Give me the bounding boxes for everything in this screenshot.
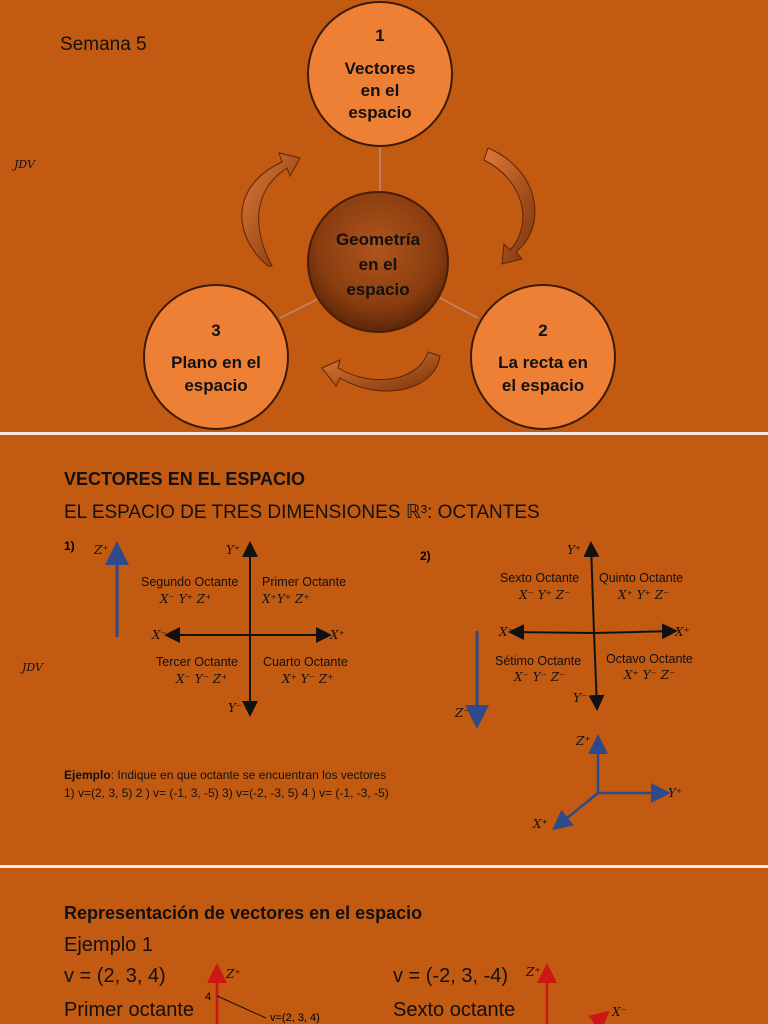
- octant-signs: X⁺ Y⁻ Z⁻: [624, 668, 676, 682]
- topic-line: espacio: [184, 376, 248, 395]
- octant-signs: X⁺Y⁺ Z⁺: [262, 592, 310, 606]
- x-axis-negative: [512, 632, 594, 633]
- center-line: espacio: [346, 280, 410, 299]
- z-label-right: Z⁺: [526, 965, 541, 979]
- octant-signs: X⁺ Y⁺ Z⁻: [618, 588, 670, 602]
- octant-left: Primer octante: [64, 999, 195, 1021]
- octant-signs: X⁺ Y⁻ Z⁺: [282, 672, 334, 686]
- octant-name: Octavo Octante: [606, 652, 693, 666]
- octant-name: Sétimo Octante: [495, 654, 582, 668]
- slide-title: Representación de vectores en el espacio: [64, 903, 423, 923]
- axis3d-x: [556, 793, 598, 827]
- slide-title: VECTORES EN EL ESPACIO: [64, 469, 306, 489]
- slide-vector-representation: [0, 868, 768, 1024]
- topic-line: Plano en el: [171, 353, 261, 372]
- octant-signs: X⁻ Y⁻ Z⁺: [176, 672, 228, 686]
- x-neg-label: X⁻: [499, 625, 514, 639]
- tick-label: 4: [205, 991, 212, 1003]
- topic-number: 2: [538, 321, 548, 340]
- x-pos-label: X⁺: [675, 625, 690, 639]
- signature: JDV: [22, 661, 43, 674]
- x-pos-label: X⁺: [330, 628, 345, 642]
- example-text: : Indique en que octante se encuentran los vectores: [110, 768, 387, 782]
- y-neg-label: Y⁻: [573, 691, 588, 705]
- octant-name: Quinto Octante: [599, 571, 684, 585]
- z-axis-label: Z⁻: [455, 706, 470, 720]
- slide-octants: [0, 435, 768, 865]
- z-axis-label: Z⁺: [94, 543, 109, 557]
- z-label-left: Z⁺: [226, 967, 241, 981]
- center-line: Geometría: [335, 230, 421, 249]
- axis3d-z-label: Z⁺: [576, 734, 591, 748]
- center-line: en el: [358, 255, 398, 274]
- diagram-label: 2): [420, 549, 431, 563]
- octant-name: Cuarto Octante: [263, 655, 348, 669]
- x-label-right: X⁻: [612, 1005, 627, 1019]
- y-axis-positive: [591, 545, 594, 633]
- topic-line: espacio: [348, 103, 412, 122]
- vector-annotation: v=(2, 3, 4): [270, 1012, 320, 1024]
- topic-number: 3: [211, 321, 221, 340]
- y-neg-label: Y⁻: [228, 701, 243, 715]
- x-neg-label: X⁻: [152, 628, 167, 642]
- octant-diagrams: [0, 435, 768, 865]
- topic-number: 1: [375, 26, 385, 45]
- x-axis-right: [594, 1014, 606, 1024]
- cycle-arrow-icon: [484, 148, 535, 264]
- cycle-arrow-icon: [322, 352, 440, 391]
- topic-cycle-diagram: [0, 0, 768, 432]
- topic-line: el espacio: [501, 376, 585, 395]
- y-pos-label: Y⁺: [567, 543, 582, 557]
- topic-line: Vectores: [344, 59, 416, 78]
- projection-line: [217, 996, 266, 1018]
- slide-geometry-overview: [0, 0, 768, 432]
- slide-subtitle: EL ESPACIO DE TRES DIMENSIONES ℝ³: OCTANTES: [64, 502, 540, 523]
- octant-name: Segundo Octante: [141, 575, 239, 589]
- octant-name: Sexto Octante: [500, 571, 580, 585]
- x-axis-positive: [594, 631, 674, 633]
- vector-plots: [0, 868, 768, 1024]
- example-label: Ejemplo: [64, 768, 111, 782]
- octant-signs: X⁻ Y⁻ Z⁻: [514, 670, 566, 684]
- signature: JDV: [14, 158, 35, 171]
- topic-line: La recta en: [498, 353, 588, 372]
- diagram-label: 1): [64, 539, 75, 553]
- week-label: Semana 5: [60, 34, 147, 55]
- example-vectors: 1) v=(2, 3, 5) 2 ) v= (-1, 3, -5) 3) v=(-2, -3, 5) 4 ) v= (-1, -3, -5): [64, 786, 389, 800]
- connector-line: [440, 298, 478, 318]
- octant-name: Tercer Octante: [156, 655, 238, 669]
- axis3d-y-label: Y⁺: [668, 786, 683, 800]
- cycle-arrow-icon: [242, 153, 300, 266]
- octant-right: Sexto octante: [393, 999, 516, 1021]
- vector-left: v = (2, 3, 4): [64, 965, 166, 987]
- topic-line: en el: [360, 81, 400, 100]
- axis3d-x-label: X⁺: [533, 817, 548, 831]
- vector-right: v = (-2, 3, -4): [393, 965, 509, 987]
- octant-signs: X⁻ Y⁺ Z⁺: [160, 592, 212, 606]
- y-axis-negative: [594, 633, 597, 707]
- octant-name: Primer Octante: [262, 575, 347, 589]
- example-label: Ejemplo 1: [64, 934, 153, 956]
- octant-signs: X⁻ Y⁺ Z⁻: [519, 588, 571, 602]
- y-pos-label: Y⁺: [226, 543, 241, 557]
- example-prompt: [64, 768, 386, 782]
- connector-line: [280, 298, 320, 318]
